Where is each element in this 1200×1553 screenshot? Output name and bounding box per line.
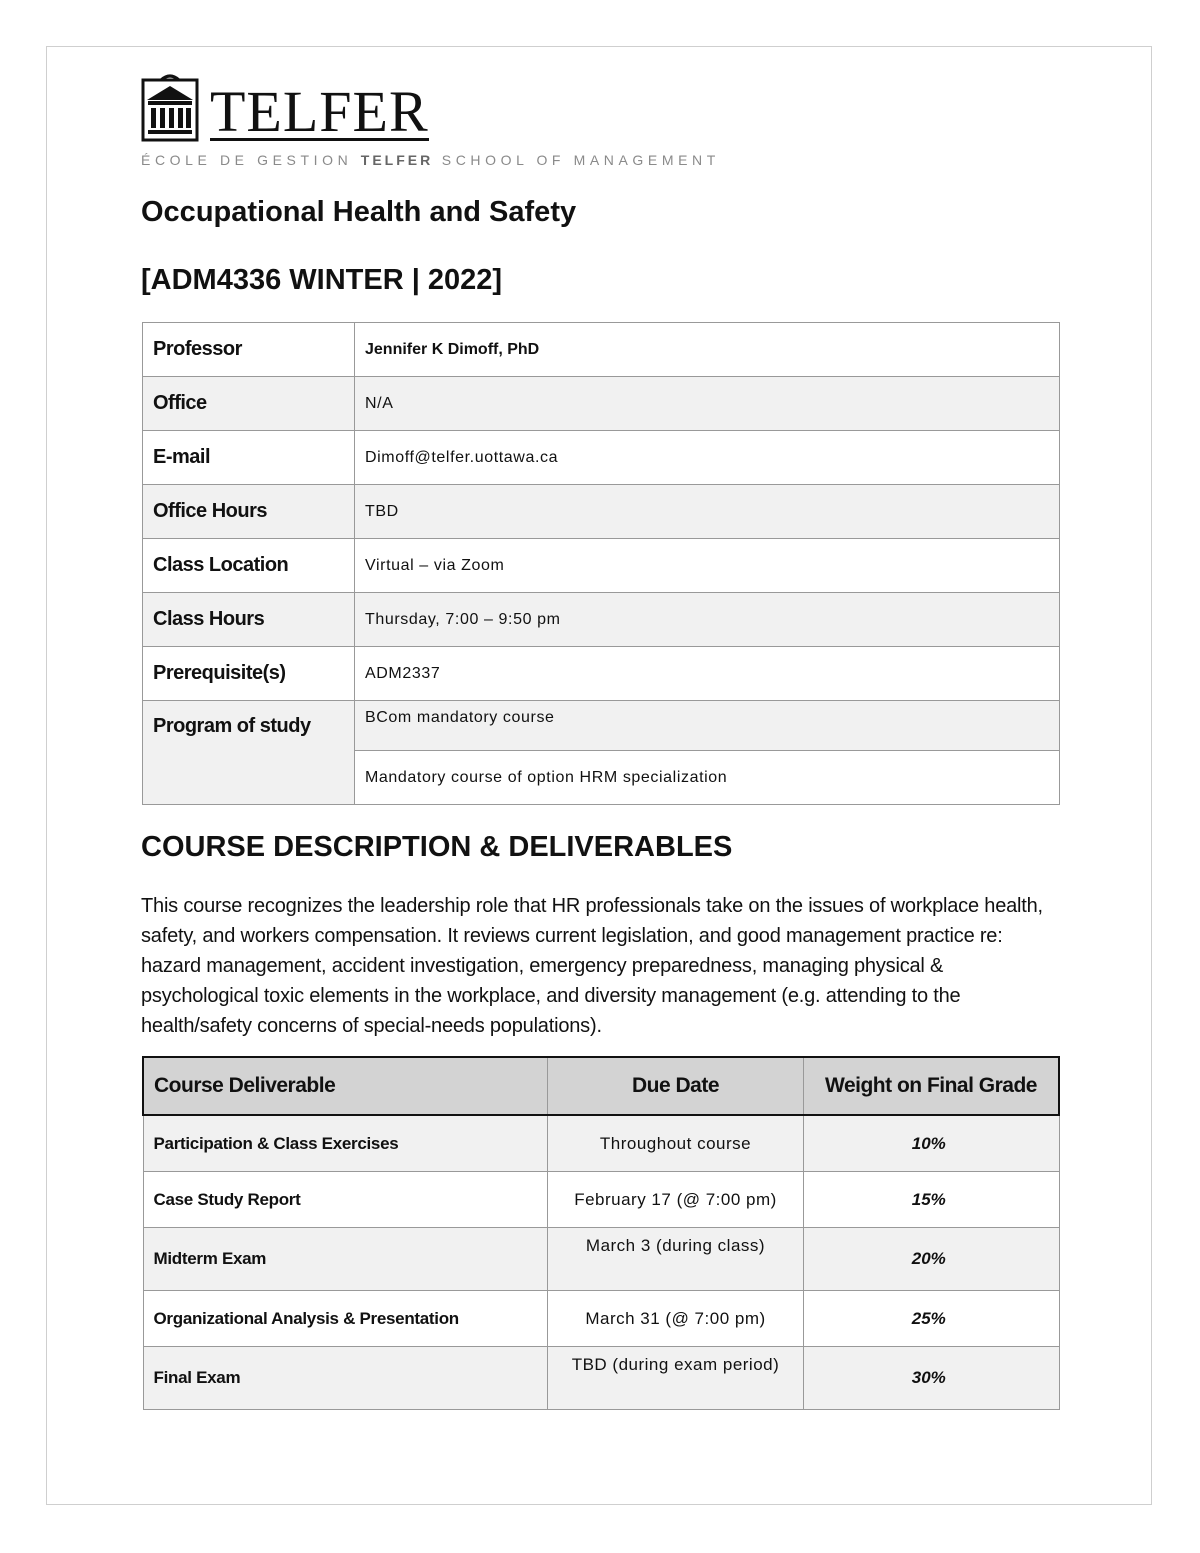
deliverable-due: March 31 (@ 7:00 pm) bbox=[548, 1291, 804, 1347]
info-value: ADM2337 bbox=[355, 647, 1060, 701]
tagline-suffix: SCHOOL OF MANAGEMENT bbox=[441, 152, 720, 168]
info-label: Professor bbox=[143, 323, 355, 377]
column-header: Weight on Final Grade bbox=[804, 1057, 1060, 1115]
info-value: Thursday, 7:00 – 9:50 pm bbox=[355, 593, 1060, 647]
table-header-row bbox=[143, 1057, 1059, 1115]
deliverable-due: March 3 (during class) bbox=[548, 1228, 804, 1291]
table-row bbox=[143, 1172, 1059, 1228]
info-row-email bbox=[143, 431, 1060, 485]
deliverable-name: Final Exam bbox=[143, 1347, 548, 1410]
deliverable-name: Case Study Report bbox=[143, 1172, 548, 1228]
column-header: Course Deliverable bbox=[143, 1057, 548, 1115]
deliverable-due: Throughout course bbox=[548, 1115, 804, 1172]
info-value: N/A bbox=[355, 377, 1060, 431]
deliverable-name: Midterm Exam bbox=[143, 1228, 548, 1291]
info-value: BCom mandatory course bbox=[355, 701, 1060, 751]
column-header: Due Date bbox=[548, 1057, 804, 1115]
course-description: This course recognizes the leadership role that HR professionals take on the issues of workplace health, safety, and workers compensation. It reviews current legislation, and good management practice re: hazard management, accident investigation, emergency preparedness, managing physical & psychological toxic elements in the workplace, and diversity management (e.g. attending to the health/safety concerns of special-needs populations). bbox=[141, 895, 1043, 1037]
info-value: Jennifer K Dimoff, PhD bbox=[355, 323, 1060, 377]
deliverable-weight: 10% bbox=[804, 1115, 1060, 1172]
deliverables-table bbox=[142, 1056, 1060, 1410]
deliverable-weight: 15% bbox=[804, 1172, 1060, 1228]
deliverable-due: February 17 (@ 7:00 pm) bbox=[548, 1172, 804, 1228]
course-title: Occupational Health and Safety bbox=[141, 196, 577, 228]
info-value: Mandatory course of option HRM specialization bbox=[355, 751, 1060, 805]
deliverable-name: Participation & Class Exercises bbox=[143, 1115, 548, 1172]
info-value: TBD bbox=[355, 485, 1060, 539]
info-label: Class Location bbox=[143, 539, 355, 593]
info-row-office bbox=[143, 377, 1060, 431]
info-label: E-mail bbox=[143, 431, 355, 485]
info-value: Virtual – via Zoom bbox=[355, 539, 1060, 593]
info-label: Program of study bbox=[143, 701, 355, 805]
deliverable-weight: 30% bbox=[804, 1347, 1060, 1410]
info-row-program bbox=[143, 701, 1060, 751]
section-heading: COURSE DESCRIPTION & DELIVERABLES bbox=[141, 831, 733, 863]
info-label: Class Hours bbox=[143, 593, 355, 647]
info-row-prerequisites bbox=[143, 647, 1060, 701]
table-row bbox=[143, 1115, 1059, 1172]
table-row bbox=[143, 1291, 1059, 1347]
logo-tagline bbox=[141, 152, 720, 168]
course-code: [ADM4336 WINTER | 2022] bbox=[141, 264, 503, 296]
tagline-brand: TELFER bbox=[360, 152, 434, 168]
logo-wordmark: TELFER bbox=[210, 80, 429, 141]
info-row-professor bbox=[143, 323, 1060, 377]
deliverable-name: Organizational Analysis & Presentation bbox=[143, 1291, 548, 1347]
email-link[interactable]: Dimoff@telfer.uottawa.ca bbox=[355, 431, 1060, 485]
info-row-class-hours bbox=[143, 593, 1060, 647]
building-icon bbox=[141, 74, 199, 142]
info-label: Office bbox=[143, 377, 355, 431]
info-label: Office Hours bbox=[143, 485, 355, 539]
table-row bbox=[143, 1347, 1059, 1410]
table-row bbox=[143, 1228, 1059, 1291]
deliverable-due: TBD (during exam period) bbox=[548, 1347, 804, 1410]
deliverable-weight: 20% bbox=[804, 1228, 1060, 1291]
course-info-table bbox=[142, 322, 1060, 805]
info-label: Prerequisite(s) bbox=[143, 647, 355, 701]
tagline-prefix: ÉCOLE DE GESTION bbox=[141, 152, 353, 168]
deliverable-weight: 25% bbox=[804, 1291, 1060, 1347]
info-row-office-hours bbox=[143, 485, 1060, 539]
info-row-class-location bbox=[143, 539, 1060, 593]
